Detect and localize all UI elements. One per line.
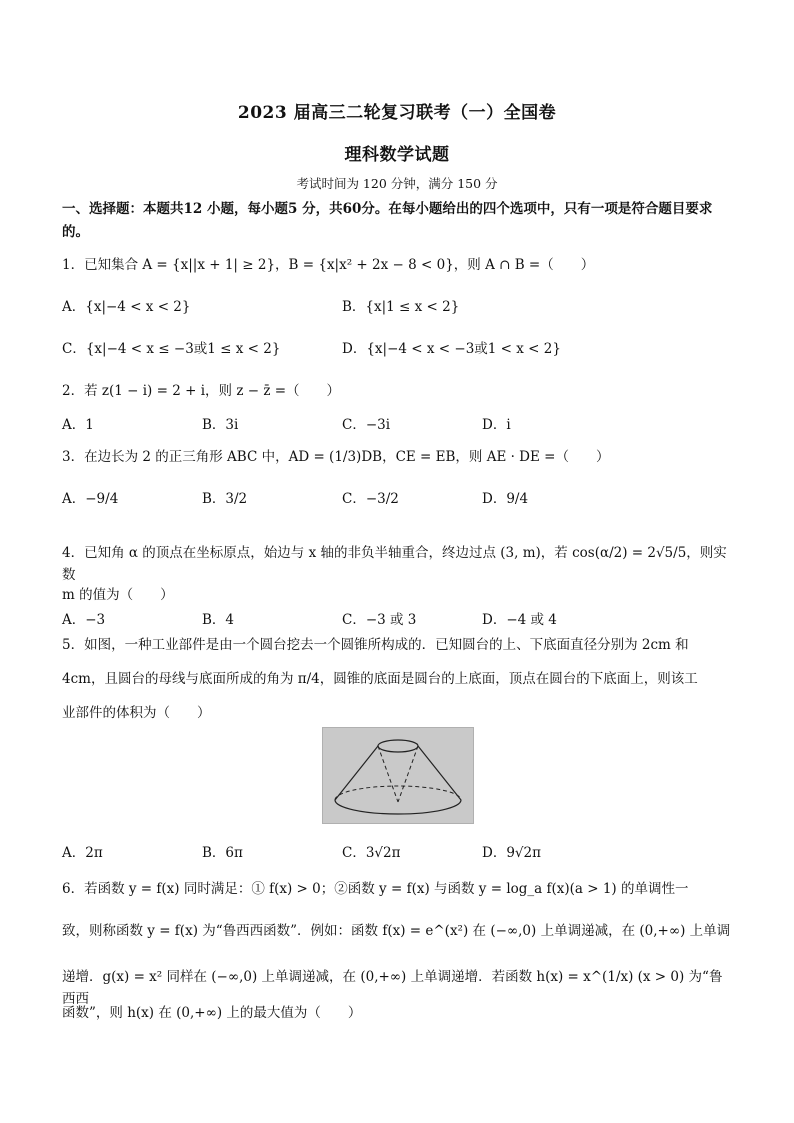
- exam-info: 考试时间为 120 分钟，满分 150 分: [296, 176, 498, 191]
- question-3-stem: 3．在边长为 2 的正三角形 ABC 中，AD = (1/3)DB，CE = EB，则 AE · DE =（ ）: [62, 449, 610, 465]
- question-6-stem-line3: 递增．g(x) = x² 同样在 (−∞,0) 上单调递减，在 (0,+∞) 上单调递增．若函数 h(x) = x^(1/x) (x > 0) 为“鲁西西: [62, 969, 723, 1007]
- question-6-stem: 6．若函数 y = f(x) 同时满足：① f(x) > 0；②函数 y = f(x) 与函数 y = log_a f(x)(a > 1) 的单调性一: [62, 881, 689, 897]
- question-6-stem-line2: 致，则称函数 y = f(x) 为“鲁西西函数”．例如：函数 f(x) = e^(x²) 在 (−∞,0) 上单调递减，在 (0,+∞) 上单调: [62, 923, 731, 939]
- exam-title: 2023 届高三二轮复习联考（一）全国卷: [237, 103, 557, 123]
- question-6-stem-line4: 函数”，则 h(x) 在 (0,+∞) 上的最大值为（ ）: [62, 1005, 362, 1021]
- question-2-stem: 2．若 z(1 − i) = 2 + i，则 z − z̄ =（ ）: [62, 383, 341, 399]
- question-5-option-b: B．6π: [202, 845, 243, 861]
- question-5-stem-line2: 4cm，且圆台的母线与底面所成的角为 π/4，圆锥的底面是圆台的上底面，顶点在圆台的下底面上，则该工: [62, 671, 698, 687]
- question-4-stem: 4．已知角 α 的顶点在坐标原点，始边与 x 轴的非负半轴重合，终边过点 (3, m)，若 cos(α/2) = 2√5/5，则实数: [62, 545, 727, 583]
- frustum-top-ellipse: [378, 740, 418, 752]
- question-1-option-b: B．{x|1 ≤ x < 2}: [342, 299, 460, 315]
- question-3-option-c: C．−3/2: [342, 491, 399, 507]
- question-1-option-d: D．{x|−4 < x < −3或1 < x < 2}: [342, 341, 561, 357]
- question-2-option-b: B．3i: [202, 417, 239, 433]
- question-1-stem: 1．已知集合 A = {x||x + 1| ≥ 2}，B = {x|x² + 2x − 8 < 0}，则 A ∩ B =（ ）: [62, 257, 595, 273]
- frustum-right-slant: [418, 746, 461, 800]
- cone-right-edge: [398, 746, 418, 802]
- question-5-stem-line3: 业部件的体积为（ ）: [62, 705, 211, 721]
- question-5-option-d: D．9√2π: [482, 845, 541, 861]
- frustum-cone-diagram: [323, 728, 473, 823]
- frustum-bottom-front-arc: [335, 800, 461, 814]
- question-4-option-c: C．−3 或 3: [342, 612, 417, 628]
- question-5-option-c: C．3√2π: [342, 845, 401, 861]
- question-4-option-d: D．−4 或 4: [482, 612, 557, 628]
- question-3-option-d: D．9/4: [482, 491, 529, 507]
- question-5-stem: 5．如图，一种工业部件是由一个圆台挖去一个圆锥所构成的．已知圆台的上、下底面直径分别为 2cm 和: [62, 637, 689, 653]
- question-2-option-a: A．1: [62, 417, 94, 433]
- question-2-option-d: D．i: [482, 417, 511, 433]
- question-1-option-c: C．{x|−4 < x ≤ −3或1 ≤ x < 2}: [62, 341, 281, 357]
- question-3-option-b: B．3/2: [202, 491, 248, 507]
- question-5-option-a: A．2π: [62, 845, 103, 861]
- question-4-option-a: A．−3: [62, 612, 106, 628]
- section-heading: 一、选择题：本题共12 小题，每小题5 分，共60分。在每小题给出的四个选项中，只有一项是符合题目要求的。: [62, 201, 713, 240]
- frustum-left-slant: [335, 746, 378, 800]
- question-2-option-c: C．−3i: [342, 417, 391, 433]
- question-4-option-b: B．4: [202, 612, 235, 628]
- cone-left-edge: [378, 746, 398, 802]
- question-1-option-a: A．{x|−4 < x < 2}: [62, 299, 191, 315]
- question-4-stem-line2: m 的值为（ ）: [62, 587, 174, 603]
- exam-subtitle: 理科数学试题: [344, 145, 450, 165]
- frustum-bottom-back-arc: [335, 786, 461, 800]
- question-3-option-a: A．−9/4: [62, 491, 119, 507]
- frustum-figure: [322, 727, 474, 824]
